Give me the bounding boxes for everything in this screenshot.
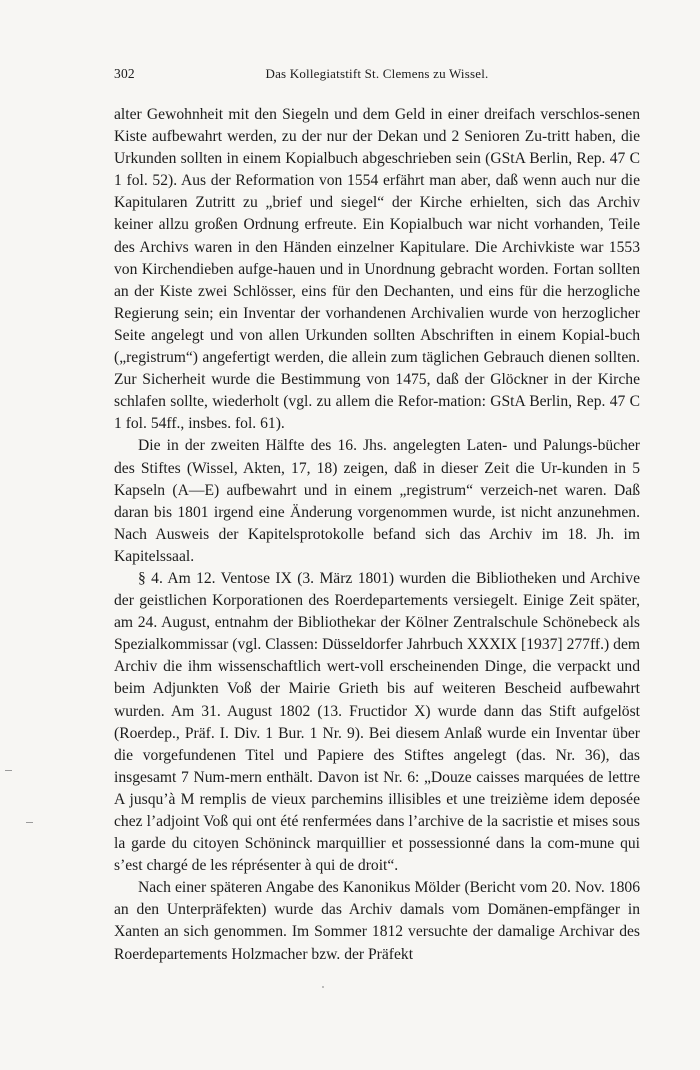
margin-mark	[26, 822, 33, 823]
book-page	[114, 66, 640, 966]
running-title: Das Kollegiatstift St. Clemens zu Wissel.	[265, 66, 489, 81]
page-header	[114, 66, 640, 88]
paragraph-archive-history: alter Gewohnheit mit den Siegeln und dem Geld in einer dreifach verschlos-senen Kiste aufbewahrt werden, zu der nur der Dekan und 2 Senioren Zu-tritt haben, die Urkunden sollten in einem Kopialbuch abgeschrieben sein (GStA Berlin, Rep. 47 C 1 fol. 52). Aus der Reformation von 1554 erfährt man aber, daß wenn auch nur die Kapitularen Zutritt zu „brief und siegel“ der Kirche erhielten, sich das Archiv keiner allzu großen Ordnung erfreute. Ein Kopialbuch war nicht vorhanden, Teile des Archivs waren in den Händen einzelner Kapitulare. Die Archivkiste war 1553 von Kirchendieben aufge-hauen und in Unordnung gebracht worden. Fortan sollten an der Kiste zwei Schlösser, eins für den Dechanten, und eins für die herzogliche Regierung sein; ein Inventar der vorhandenen Archivalien wurde von herzoglicher Seite angelegt und von allen Urkunden sollten Abschriften in einem Kopial-buch („registrum“) angefertigt werden, die allein zum täglichen Gebrauch dienen sollten. Zur Sicherheit wurde die Bestimmung von 1475, daß der Glöckner in der Kirche schlafen sollte, wiederholt (vgl. zu allem die Refor-mation: GStA Berlin, Rep. 47 C 1 fol. 54ff., insbes. fol. 61).	[114, 106, 640, 433]
paragraph-moelder-report: Nach einer späteren Angabe des Kanonikus Mölder (Bericht vom 20. Nov. 1806 an den Unterpräfekten) wurde das Archiv damals vom Domänen-empfänger in Xanten an sich genommen. Im Sommer 1812 versuchte der damalige Archivar des Roerdepartements Holzmacher bzw. der Präfekt	[114, 879, 640, 963]
body-text	[114, 104, 640, 966]
paragraph-latenbuecher: Die in der zweiten Hälfte des 16. Jhs. angelegten Laten- und Palungs-bücher des Stiftes (Wissel, Akten, 17, 18) zeigen, daß in dieser Zeit die Ur-kunden in 5 Kapseln (A—E) aufbewahrt und in einem „registrum“ verzeich-net waren. Daß daran bis 1801 irgend eine Änderung vorgenommen wurde, ist nicht anzunehmen. Nach Ausweis der Kapitelsprotokolle befand sich das Archiv im 18. Jh. im Kapitelssaal.	[114, 437, 640, 565]
paragraph-section-4: § 4. Am 12. Ventose IX (3. März 1801) wurden die Bibliotheken und Archive der geistlichen Korporationen des Roerdepartements versiegelt. Einige Zeit später, am 24. August, entnahm der Bibliothekar der Kölner Zentralschule Schönebeck als Spezialkommissar (vgl. Classen: Düsseldorfer Jahrbuch XXXIX [1937] 277ff.) dem Archiv die ihm wissenschaftlich wert-voll erscheinenden Dinge, die verpackt und beim Adjunkten Voß der Mairie Grieth bis auf weiteren Bescheid aufbewahrt wurden. Am 31. August 1802 (13. Fructidor X) wurde dann das Stift aufgelöst (Roerdep., Präf. I. Div. 1 Bur. 1 Nr. 9). Bei diesem Anlaß wurde ein Inventar über die vorgefundenen Titel und Papiere des Stiftes angelegt (das. Nr. 36), das insgesamt 7 Num-mern enthält. Davon ist Nr. 6: „Douze caisses marquées de lettre A jusqu’à M remplis de vieux parchemins illisibles et une treizième idem deposée chez l’adjoint Voß qui ont été renfermées dans l’archive de la sacristie et mises sous la garde du citoyen Schöninck marquillier et possessionné dans la com-mune qui s’est chargé de les réprésenter à qui de droit“.	[114, 569, 640, 875]
page-speck	[322, 986, 324, 988]
page-number: 302	[114, 66, 135, 81]
margin-mark	[5, 770, 12, 771]
